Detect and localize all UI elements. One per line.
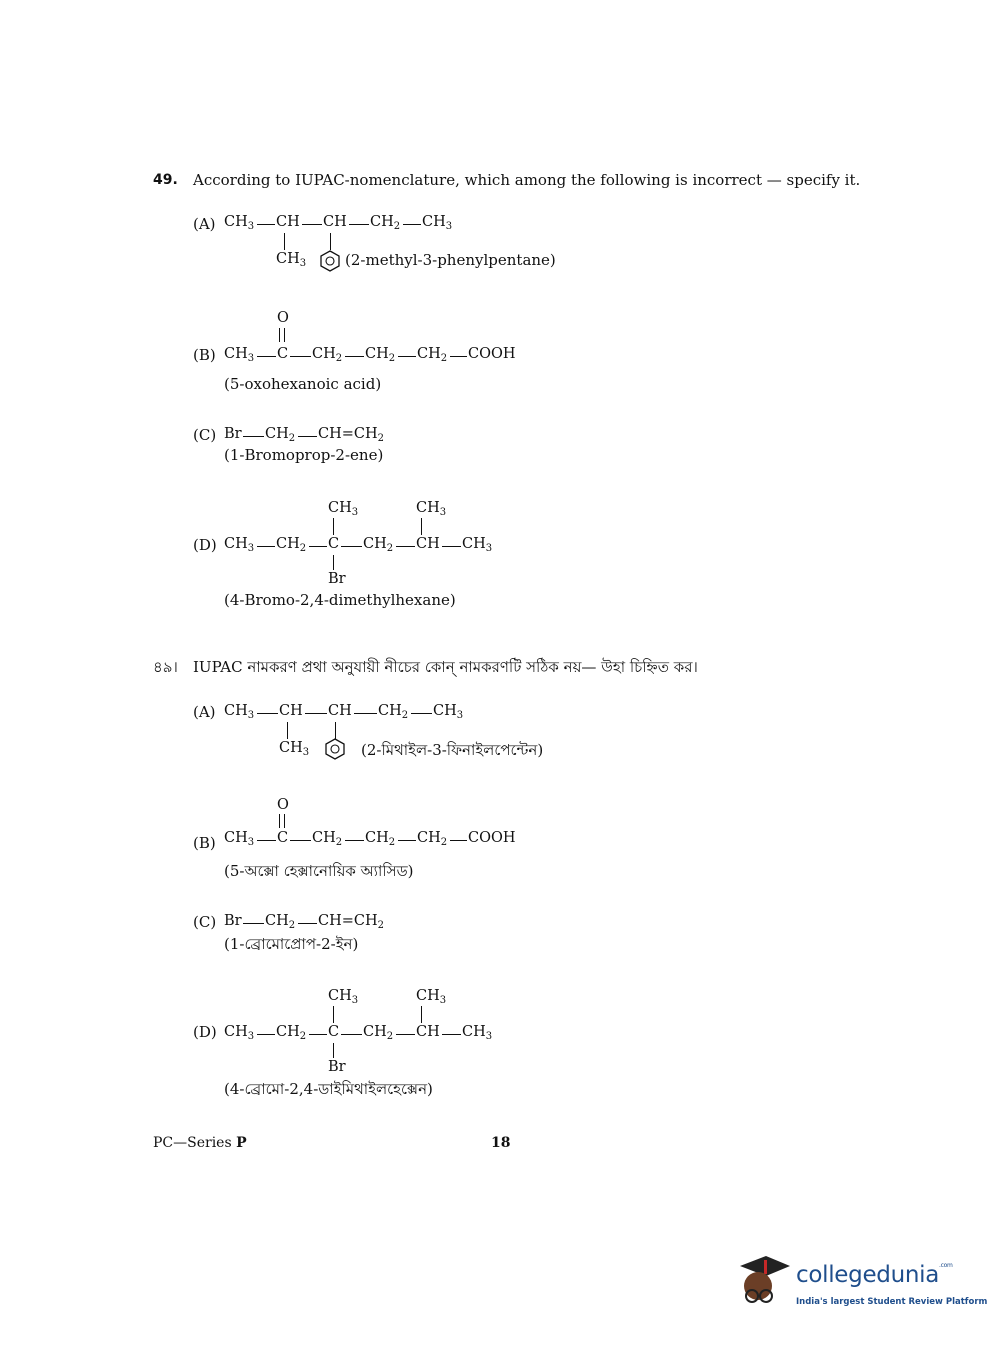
atom-ch2: $CH_2$ xyxy=(365,346,396,364)
atom-ch2: $CH_2$ xyxy=(312,830,343,848)
bond xyxy=(243,923,264,924)
option-c-name-bengali: (1-ব্রোমোপ্রোপ-2-ইন) xyxy=(224,935,359,953)
atom-ch3: $CH_3$ xyxy=(416,500,447,518)
bond xyxy=(287,722,288,739)
double-bond xyxy=(279,814,285,828)
logo-wordmark: collegedunia$^{.com}$ xyxy=(796,1262,953,1288)
bond xyxy=(396,1034,415,1035)
atom-c: C xyxy=(328,536,340,552)
atom-ch: CH xyxy=(416,1024,440,1040)
question-number: 49. xyxy=(153,172,178,188)
atom-ch2: $CH_2$ xyxy=(417,830,448,848)
atom-br: Br xyxy=(224,426,242,442)
bond xyxy=(442,546,461,547)
bond xyxy=(341,1034,362,1035)
question-number-bengali: ৪৯। xyxy=(153,658,178,676)
bond xyxy=(442,1034,461,1035)
atom-ch: CH xyxy=(276,214,300,230)
bond xyxy=(290,356,311,357)
bond xyxy=(421,518,422,535)
bond xyxy=(298,436,317,437)
atom-ch3: $CH_3$ xyxy=(279,740,310,758)
atom-br: Br xyxy=(328,571,346,587)
bond xyxy=(333,555,334,570)
bond xyxy=(298,923,317,924)
atom-ch3: $CH_3$ xyxy=(276,251,307,269)
option-c-name: (1-Bromoprop-2-ene) xyxy=(224,446,384,464)
bond xyxy=(421,1006,422,1023)
series-label: PC—Series P xyxy=(153,1135,247,1151)
atom-ch3: $CH_3$ xyxy=(328,988,359,1006)
atom-ch2: $CH_2$ xyxy=(276,536,307,554)
option-b-name-bengali: (5-অক্সো হেক্সানোয়িক অ্যাসিড) xyxy=(224,862,414,880)
atom-ch3: $CH_3$ xyxy=(462,1024,493,1042)
atom-ch3: $CH_3$ xyxy=(422,214,453,232)
atom-c: C xyxy=(277,830,289,846)
question-text-bengali: IUPAC নামকরণ প্রথা অনুযায়ী নীচের কোন্ নামকরণটি সঠিক নয়— উহা চিহ্নিত কর। xyxy=(193,658,698,676)
option-d-name: (4-Bromo-2,4-dimethylhexane) xyxy=(224,591,456,609)
bond xyxy=(333,1043,334,1058)
bond xyxy=(450,356,467,357)
bond xyxy=(345,356,364,357)
atom-ch2: $CH_2$ xyxy=(363,536,394,554)
bond xyxy=(309,1034,327,1035)
option-a-label: (A) xyxy=(193,215,216,233)
page-number: 18 xyxy=(491,1135,511,1151)
atom-ch-ch2: $CH=CH_2$ xyxy=(318,426,385,444)
bond xyxy=(335,722,336,739)
atom-o: O xyxy=(277,310,289,326)
bond xyxy=(354,713,377,714)
atom-ch3: $CH_3$ xyxy=(328,500,359,518)
bond xyxy=(349,224,369,225)
option-d-name-bengali: (4-ব্রোমো-2,4-ডাইমিথাইলহেক্সেন) xyxy=(224,1080,433,1098)
atom-ch2: $CH_2$ xyxy=(265,913,296,931)
bond xyxy=(257,356,276,357)
option-c-label: (C) xyxy=(193,913,217,931)
option-d-label: (D) xyxy=(193,1023,217,1041)
option-b-label: (B) xyxy=(193,834,216,852)
bond xyxy=(243,436,264,437)
atom-ch: CH xyxy=(328,703,352,719)
bond xyxy=(411,713,432,714)
atom-ch2: $CH_2$ xyxy=(378,703,409,721)
atom-ch3: $CH_3$ xyxy=(462,536,493,554)
atom-ch2: $CH_2$ xyxy=(312,346,343,364)
collegedunia-logo-icon xyxy=(736,1252,792,1316)
atom-ch: CH xyxy=(279,703,303,719)
atom-c: C xyxy=(277,346,289,362)
atom-ch: CH xyxy=(323,214,347,230)
atom-ch2: $CH_2$ xyxy=(363,1024,394,1042)
option-a-name: (2-methyl-3-phenylpentane) xyxy=(345,251,556,269)
option-b-name: (5-oxohexanoic acid) xyxy=(224,375,382,393)
bond xyxy=(257,224,275,225)
bond xyxy=(398,356,416,357)
bond xyxy=(345,840,364,841)
bond xyxy=(396,546,415,547)
option-d-label: (D) xyxy=(193,536,217,554)
benzene-ring-icon xyxy=(319,250,341,272)
atom-cooh: COOH xyxy=(468,346,516,362)
bond xyxy=(309,546,327,547)
bond xyxy=(290,840,311,841)
option-c-label: (C) xyxy=(193,426,217,444)
bond xyxy=(257,713,278,714)
atom-cooh: COOH xyxy=(468,830,516,846)
atom-ch3: $CH_3$ xyxy=(224,703,255,721)
atom-ch3: $CH_3$ xyxy=(224,830,255,848)
bond xyxy=(330,233,331,250)
atom-o: O xyxy=(277,797,289,813)
atom-br: Br xyxy=(224,913,242,929)
bond xyxy=(398,840,416,841)
atom-ch2: $CH_2$ xyxy=(265,426,296,444)
bond xyxy=(302,224,322,225)
atom-ch2: $CH_2$ xyxy=(365,830,396,848)
bond xyxy=(403,224,421,225)
benzene-ring-icon xyxy=(324,738,346,760)
atom-ch-ch2: $CH=CH_2$ xyxy=(318,913,385,931)
atom-ch2: $CH_2$ xyxy=(417,346,448,364)
atom-ch3: $CH_3$ xyxy=(416,988,447,1006)
bond xyxy=(305,713,327,714)
bond xyxy=(257,546,275,547)
bond xyxy=(257,1034,275,1035)
atom-ch3: $CH_3$ xyxy=(224,536,255,554)
bond xyxy=(333,1006,334,1023)
option-a-name-bengali: (2-মিথাইল-3-ফিনাইলপেন্টেন) xyxy=(361,741,544,759)
atom-ch3: $CH_3$ xyxy=(224,1024,255,1042)
atom-ch2: $CH_2$ xyxy=(276,1024,307,1042)
bond xyxy=(333,518,334,535)
option-b-label: (B) xyxy=(193,346,216,364)
bond xyxy=(450,840,467,841)
atom-ch: CH xyxy=(416,536,440,552)
bond xyxy=(284,233,285,250)
bond xyxy=(341,546,362,547)
atom-ch3: $CH_3$ xyxy=(224,214,255,232)
atom-ch3: $CH_3$ xyxy=(224,346,255,364)
atom-ch3: $CH_3$ xyxy=(433,703,464,721)
option-a-label: (A) xyxy=(193,703,216,721)
question-text: According to IUPAC-nomenclature, which among the following is incorrect — specify it. xyxy=(193,171,861,189)
atom-br: Br xyxy=(328,1059,346,1075)
atom-c: C xyxy=(328,1024,340,1040)
atom-ch2: $CH_2$ xyxy=(370,214,401,232)
logo-tagline: India's largest Student Review Platform xyxy=(796,1297,988,1307)
bond xyxy=(257,840,276,841)
double-bond xyxy=(279,328,285,342)
